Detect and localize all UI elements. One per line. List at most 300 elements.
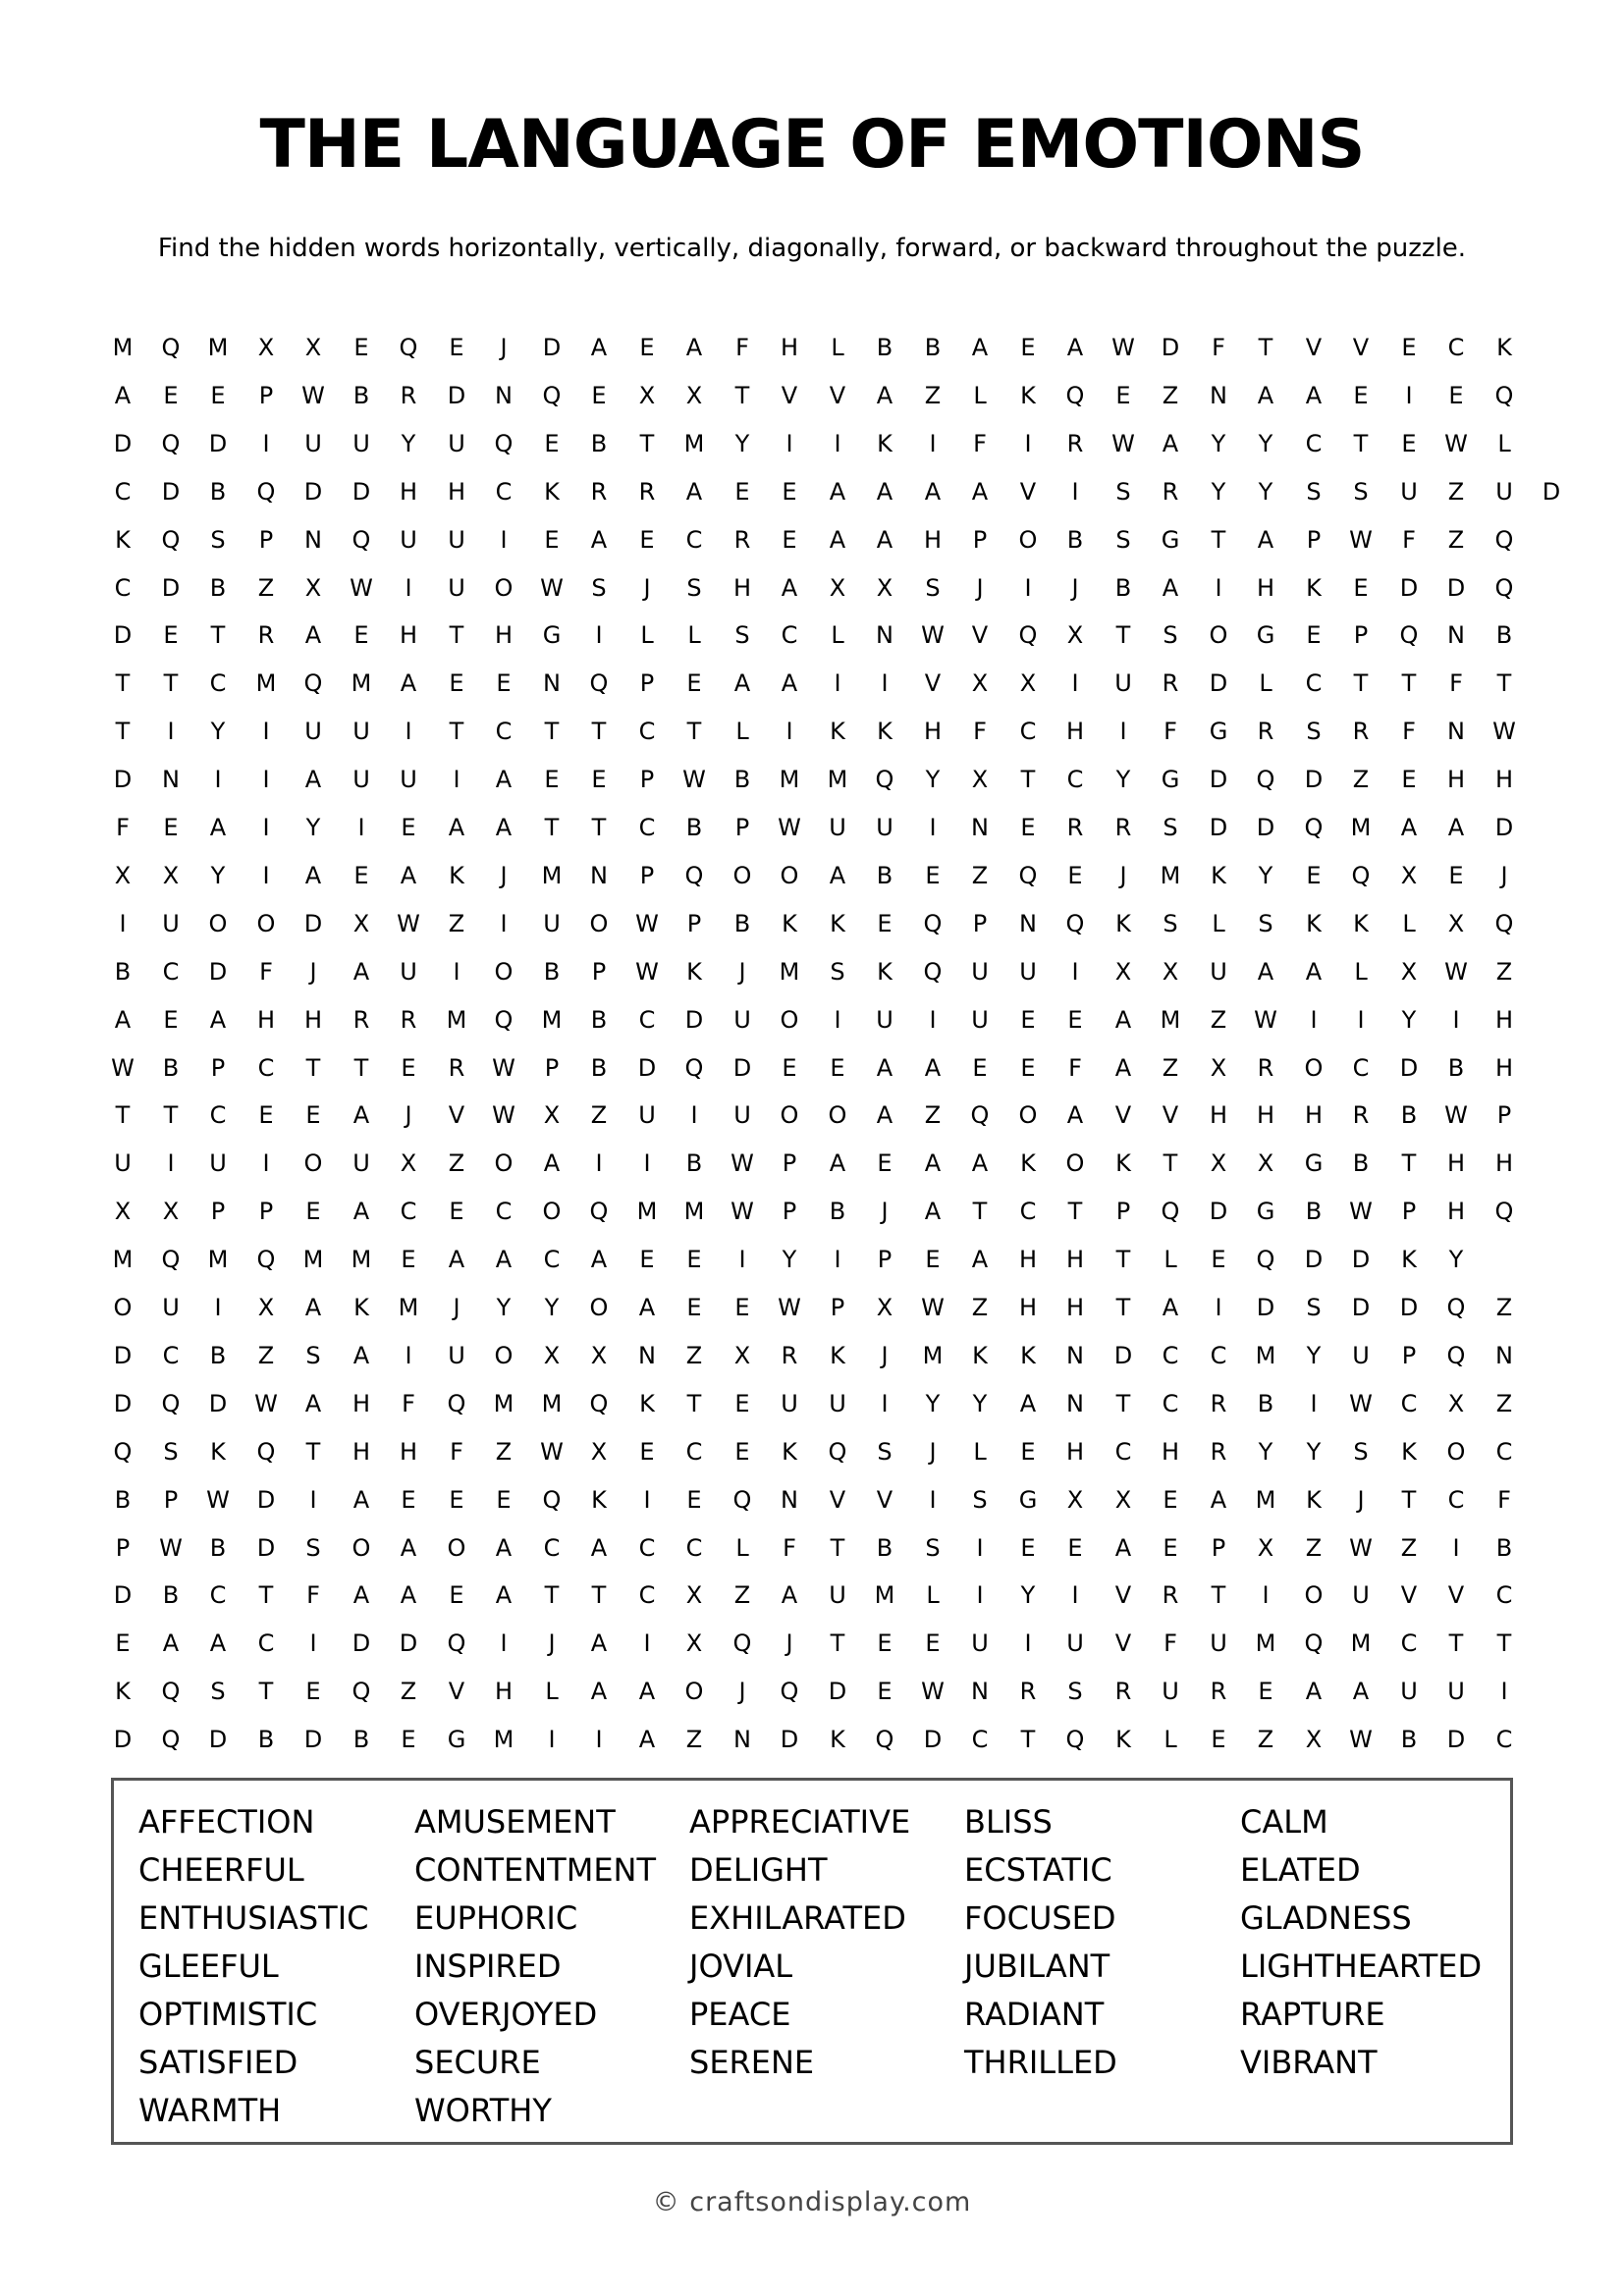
- grid-letter[interactable]: S: [591, 574, 607, 602]
- grid-letter[interactable]: H: [1256, 1101, 1275, 1129]
- grid-letter[interactable]: I: [262, 1149, 270, 1177]
- grid-letter[interactable]: D: [1542, 478, 1561, 506]
- grid-letter[interactable]: Y: [1306, 1438, 1322, 1466]
- grid-letter[interactable]: W: [731, 1149, 754, 1177]
- grid-letter[interactable]: A: [924, 1198, 942, 1225]
- grid-letter[interactable]: I: [309, 1486, 317, 1514]
- grid-letter[interactable]: P: [1401, 1342, 1417, 1369]
- grid-letter[interactable]: I: [929, 430, 937, 457]
- grid-letter[interactable]: E: [734, 478, 750, 506]
- grid-letter[interactable]: K: [877, 430, 893, 457]
- grid-letter[interactable]: W: [921, 1678, 945, 1705]
- grid-letter[interactable]: D: [208, 430, 228, 457]
- grid-letter[interactable]: L: [640, 621, 654, 649]
- grid-letter[interactable]: B: [209, 574, 227, 602]
- grid-letter[interactable]: U: [1162, 1678, 1179, 1705]
- grid-letter[interactable]: O: [828, 1101, 847, 1129]
- grid-letter[interactable]: S: [830, 958, 845, 986]
- grid-letter[interactable]: F: [402, 1390, 415, 1417]
- grid-letter[interactable]: O: [1018, 1101, 1038, 1129]
- grid-letter[interactable]: A: [495, 814, 513, 841]
- grid-letter[interactable]: Q: [303, 669, 323, 697]
- grid-letter[interactable]: D: [1161, 334, 1180, 361]
- grid-letter[interactable]: Q: [352, 526, 371, 554]
- grid-letter[interactable]: T: [1115, 1246, 1131, 1273]
- grid-letter[interactable]: T: [734, 382, 750, 409]
- grid-letter[interactable]: U: [352, 1149, 370, 1177]
- grid-letter[interactable]: E: [449, 1581, 464, 1609]
- grid-letter[interactable]: A: [685, 478, 703, 506]
- grid-letter[interactable]: P: [1401, 1198, 1417, 1225]
- grid-letter[interactable]: C: [1400, 1390, 1418, 1417]
- grid-letter[interactable]: Z: [590, 1101, 608, 1129]
- grid-letter[interactable]: D: [161, 478, 181, 506]
- grid-letter[interactable]: E: [115, 1629, 131, 1657]
- grid-letter[interactable]: B: [352, 382, 370, 409]
- grid-letter[interactable]: B: [209, 1534, 227, 1562]
- grid-letter[interactable]: E: [1067, 1006, 1083, 1034]
- grid-letter[interactable]: Q: [161, 1726, 181, 1753]
- grid-letter[interactable]: Q: [875, 766, 894, 793]
- grid-letter[interactable]: E: [401, 1726, 416, 1753]
- grid-letter[interactable]: G: [1256, 1198, 1275, 1225]
- grid-letter[interactable]: A: [590, 526, 608, 554]
- grid-letter[interactable]: X: [829, 574, 846, 602]
- grid-letter[interactable]: U: [448, 1342, 465, 1369]
- grid-letter[interactable]: T: [1353, 430, 1369, 457]
- grid-letter[interactable]: D: [399, 1629, 418, 1657]
- grid-letter[interactable]: Q: [542, 382, 562, 409]
- grid-letter[interactable]: H: [1018, 1294, 1038, 1321]
- grid-letter[interactable]: Y: [1115, 766, 1131, 793]
- grid-letter[interactable]: O: [542, 1198, 562, 1225]
- grid-letter[interactable]: K: [210, 1438, 226, 1466]
- grid-letter[interactable]: S: [1258, 910, 1273, 937]
- grid-letter[interactable]: K: [1306, 1486, 1322, 1514]
- grid-letter[interactable]: Q: [1304, 814, 1324, 841]
- grid-letter[interactable]: C: [1162, 1342, 1179, 1369]
- grid-letter[interactable]: R: [733, 526, 751, 554]
- grid-letter[interactable]: K: [1306, 574, 1322, 602]
- grid-letter[interactable]: K: [1115, 1726, 1131, 1753]
- grid-letter[interactable]: X: [1447, 910, 1465, 937]
- grid-letter[interactable]: C: [1305, 430, 1323, 457]
- grid-letter[interactable]: X: [162, 1198, 180, 1225]
- grid-letter[interactable]: R: [1162, 669, 1179, 697]
- grid-letter[interactable]: H: [1065, 1438, 1085, 1466]
- grid-letter[interactable]: H: [780, 334, 799, 361]
- grid-letter[interactable]: O: [1209, 621, 1228, 649]
- grid-letter[interactable]: N: [1495, 1342, 1513, 1369]
- grid-letter[interactable]: C: [1210, 1342, 1227, 1369]
- grid-letter[interactable]: Q: [494, 1006, 514, 1034]
- grid-letter[interactable]: N: [304, 526, 322, 554]
- grid-letter[interactable]: H: [1494, 1149, 1514, 1177]
- grid-letter[interactable]: L: [1354, 958, 1368, 986]
- grid-letter[interactable]: V: [1114, 1629, 1132, 1657]
- grid-letter[interactable]: K: [544, 478, 560, 506]
- grid-letter[interactable]: B: [876, 334, 893, 361]
- grid-letter[interactable]: X: [1114, 1486, 1132, 1514]
- grid-letter[interactable]: I: [834, 1246, 841, 1273]
- grid-letter[interactable]: M: [779, 766, 800, 793]
- grid-letter[interactable]: A: [971, 478, 989, 506]
- grid-letter[interactable]: U: [1352, 1342, 1370, 1369]
- grid-letter[interactable]: H: [1446, 1149, 1466, 1177]
- grid-letter[interactable]: M: [112, 1246, 134, 1273]
- grid-letter[interactable]: A: [1162, 574, 1179, 602]
- grid-letter[interactable]: F: [306, 1581, 320, 1609]
- grid-letter[interactable]: E: [1163, 1486, 1178, 1514]
- grid-letter[interactable]: C: [1066, 766, 1084, 793]
- grid-letter[interactable]: X: [685, 382, 703, 409]
- grid-letter[interactable]: M: [493, 1726, 514, 1753]
- grid-letter[interactable]: E: [449, 1486, 464, 1514]
- grid-letter[interactable]: A: [304, 1294, 322, 1321]
- grid-letter[interactable]: W: [397, 910, 420, 937]
- grid-letter[interactable]: T: [639, 430, 655, 457]
- grid-letter[interactable]: X: [971, 766, 989, 793]
- grid-letter[interactable]: Z: [924, 1101, 942, 1129]
- grid-letter[interactable]: V: [1400, 1581, 1418, 1609]
- grid-letter[interactable]: K: [1115, 910, 1131, 937]
- grid-letter[interactable]: T: [1163, 1149, 1178, 1177]
- grid-letter[interactable]: C: [638, 814, 656, 841]
- grid-letter[interactable]: X: [114, 1198, 132, 1225]
- grid-letter[interactable]: I: [548, 1726, 556, 1753]
- grid-letter[interactable]: T: [258, 1678, 274, 1705]
- grid-letter[interactable]: Y: [925, 1390, 941, 1417]
- grid-letter[interactable]: P: [686, 910, 702, 937]
- grid-letter[interactable]: P: [115, 1534, 131, 1562]
- grid-letter[interactable]: X: [1066, 621, 1084, 649]
- grid-letter[interactable]: R: [1162, 1581, 1179, 1609]
- grid-letter[interactable]: X: [971, 669, 989, 697]
- grid-letter[interactable]: D: [780, 1726, 799, 1753]
- grid-letter[interactable]: U: [400, 958, 417, 986]
- grid-letter[interactable]: Y: [1211, 478, 1226, 506]
- grid-letter[interactable]: C: [495, 478, 513, 506]
- grid-letter[interactable]: S: [925, 1534, 941, 1562]
- grid-letter[interactable]: I: [881, 669, 889, 697]
- grid-letter[interactable]: Q: [589, 1198, 609, 1225]
- grid-letter[interactable]: M: [351, 1246, 372, 1273]
- grid-letter[interactable]: A: [352, 1198, 370, 1225]
- grid-letter[interactable]: A: [400, 669, 417, 697]
- grid-letter[interactable]: L: [1164, 1726, 1177, 1753]
- grid-letter[interactable]: P: [258, 1198, 274, 1225]
- grid-letter[interactable]: W: [731, 1198, 754, 1225]
- grid-letter[interactable]: I: [262, 718, 270, 745]
- grid-letter[interactable]: Q: [1065, 910, 1085, 937]
- grid-letter[interactable]: E: [686, 1246, 702, 1273]
- grid-letter[interactable]: E: [1020, 334, 1036, 361]
- grid-letter[interactable]: E: [925, 1246, 941, 1273]
- grid-letter[interactable]: Z: [685, 1726, 703, 1753]
- grid-letter[interactable]: Q: [1494, 526, 1514, 554]
- grid-letter[interactable]: F: [1402, 526, 1416, 554]
- grid-letter[interactable]: L: [1212, 910, 1225, 937]
- grid-letter[interactable]: C: [1495, 1581, 1513, 1609]
- grid-letter[interactable]: U: [971, 1006, 989, 1034]
- grid-letter[interactable]: L: [687, 621, 701, 649]
- grid-letter[interactable]: T: [353, 1054, 369, 1082]
- grid-letter[interactable]: X: [685, 1629, 703, 1657]
- grid-letter[interactable]: K: [782, 1438, 797, 1466]
- grid-letter[interactable]: E: [353, 621, 369, 649]
- grid-letter[interactable]: T: [1115, 1390, 1131, 1417]
- grid-letter[interactable]: L: [1497, 430, 1511, 457]
- grid-letter[interactable]: E: [449, 1198, 464, 1225]
- grid-letter[interactable]: D: [447, 382, 466, 409]
- grid-letter[interactable]: V: [1352, 334, 1370, 361]
- grid-letter[interactable]: W: [1349, 1534, 1373, 1562]
- grid-letter[interactable]: R: [1114, 814, 1132, 841]
- grid-letter[interactable]: Z: [495, 1438, 513, 1466]
- grid-letter[interactable]: A: [162, 1629, 180, 1657]
- grid-letter[interactable]: B: [1352, 1149, 1370, 1177]
- grid-letter[interactable]: Q: [1399, 621, 1419, 649]
- grid-letter[interactable]: X: [685, 1581, 703, 1609]
- grid-letter[interactable]: T: [544, 814, 560, 841]
- grid-letter[interactable]: E: [686, 1486, 702, 1514]
- grid-letter[interactable]: M: [1255, 1342, 1276, 1369]
- grid-letter[interactable]: U: [638, 1101, 656, 1129]
- grid-letter[interactable]: O: [494, 958, 514, 986]
- grid-letter[interactable]: A: [304, 862, 322, 889]
- grid-letter[interactable]: C: [1019, 718, 1037, 745]
- grid-letter[interactable]: A: [924, 478, 942, 506]
- grid-letter[interactable]: N: [1210, 382, 1227, 409]
- grid-letter[interactable]: R: [257, 621, 275, 649]
- grid-letter[interactable]: A: [209, 814, 227, 841]
- grid-letter[interactable]: I: [1024, 574, 1032, 602]
- grid-letter[interactable]: Q: [1018, 862, 1038, 889]
- grid-letter[interactable]: M: [207, 1246, 229, 1273]
- grid-letter[interactable]: P: [639, 766, 655, 793]
- grid-letter[interactable]: W: [1349, 1198, 1373, 1225]
- grid-letter[interactable]: C: [1447, 334, 1465, 361]
- grid-letter[interactable]: I: [1119, 718, 1127, 745]
- grid-letter[interactable]: C: [495, 718, 513, 745]
- grid-letter[interactable]: F: [973, 718, 987, 745]
- grid-letter[interactable]: G: [542, 621, 562, 649]
- grid-letter[interactable]: U: [971, 1629, 989, 1657]
- grid-letter[interactable]: D: [161, 574, 181, 602]
- grid-letter[interactable]: H: [399, 1438, 418, 1466]
- grid-letter[interactable]: C: [638, 1581, 656, 1609]
- grid-letter[interactable]: A: [781, 669, 798, 697]
- grid-letter[interactable]: B: [876, 1534, 893, 1562]
- grid-letter[interactable]: C: [209, 1581, 227, 1609]
- grid-letter[interactable]: K: [877, 718, 893, 745]
- grid-letter[interactable]: Q: [1446, 1294, 1466, 1321]
- grid-letter[interactable]: E: [401, 1054, 416, 1082]
- grid-letter[interactable]: Q: [970, 1101, 990, 1129]
- grid-letter[interactable]: N: [1019, 910, 1037, 937]
- grid-letter[interactable]: E: [1163, 1534, 1178, 1562]
- grid-letter[interactable]: O: [589, 910, 609, 937]
- grid-letter[interactable]: F: [1402, 718, 1416, 745]
- grid-letter[interactable]: S: [1306, 1294, 1322, 1321]
- grid-letter[interactable]: Q: [161, 1678, 181, 1705]
- grid-letter[interactable]: B: [685, 1149, 703, 1177]
- grid-letter[interactable]: T: [544, 1581, 560, 1609]
- grid-letter[interactable]: Q: [1494, 574, 1514, 602]
- grid-letter[interactable]: P: [639, 862, 655, 889]
- grid-letter[interactable]: Q: [1065, 1726, 1085, 1753]
- grid-letter[interactable]: B: [162, 1054, 180, 1082]
- grid-letter[interactable]: X: [1305, 1726, 1323, 1753]
- grid-letter[interactable]: I: [643, 1149, 651, 1177]
- grid-letter[interactable]: A: [1305, 382, 1323, 409]
- grid-letter[interactable]: T: [1211, 1581, 1226, 1609]
- grid-letter[interactable]: T: [1353, 669, 1369, 697]
- grid-letter[interactable]: T: [449, 718, 464, 745]
- grid-letter[interactable]: X: [257, 334, 275, 361]
- grid-letter[interactable]: I: [690, 1101, 698, 1129]
- grid-letter[interactable]: A: [590, 1534, 608, 1562]
- grid-letter[interactable]: E: [639, 1438, 655, 1466]
- grid-letter[interactable]: U: [733, 1006, 751, 1034]
- grid-letter[interactable]: D: [113, 1726, 133, 1753]
- grid-letter[interactable]: D: [637, 1054, 657, 1082]
- grid-letter[interactable]: T: [163, 669, 179, 697]
- grid-letter[interactable]: J: [548, 1629, 556, 1657]
- grid-letter[interactable]: O: [1018, 526, 1038, 554]
- grid-letter[interactable]: O: [780, 862, 799, 889]
- grid-letter[interactable]: B: [1257, 1390, 1274, 1417]
- grid-letter[interactable]: E: [1401, 334, 1417, 361]
- grid-letter[interactable]: C: [162, 958, 180, 986]
- grid-letter[interactable]: A: [352, 1342, 370, 1369]
- grid-letter[interactable]: Q: [1351, 862, 1371, 889]
- grid-letter[interactable]: C: [543, 1246, 561, 1273]
- grid-letter[interactable]: N: [971, 1678, 989, 1705]
- grid-letter[interactable]: K: [1020, 1149, 1036, 1177]
- grid-letter[interactable]: U: [781, 1390, 798, 1417]
- grid-letter[interactable]: B: [209, 478, 227, 506]
- grid-letter[interactable]: F: [1164, 718, 1177, 745]
- grid-letter[interactable]: Q: [589, 1390, 609, 1417]
- grid-letter[interactable]: C: [495, 1198, 513, 1225]
- grid-letter[interactable]: Y: [972, 1390, 988, 1417]
- grid-letter[interactable]: Q: [684, 1054, 704, 1082]
- grid-letter[interactable]: A: [590, 334, 608, 361]
- grid-letter[interactable]: U: [304, 430, 322, 457]
- grid-letter[interactable]: K: [591, 1486, 607, 1514]
- grid-letter[interactable]: T: [1448, 1629, 1464, 1657]
- grid-letter[interactable]: A: [971, 1149, 989, 1177]
- grid-letter[interactable]: H: [352, 1390, 371, 1417]
- grid-letter[interactable]: X: [876, 574, 893, 602]
- grid-letter[interactable]: E: [972, 1054, 988, 1082]
- grid-letter[interactable]: C: [257, 1054, 275, 1082]
- grid-letter[interactable]: D: [113, 1390, 133, 1417]
- grid-letter[interactable]: D: [1209, 669, 1228, 697]
- grid-letter[interactable]: V: [829, 1486, 846, 1514]
- grid-letter[interactable]: P: [544, 1054, 560, 1082]
- grid-letter[interactable]: P: [1496, 1101, 1512, 1129]
- grid-letter[interactable]: N: [1066, 1390, 1084, 1417]
- grid-letter[interactable]: L: [831, 621, 844, 649]
- grid-letter[interactable]: K: [449, 862, 464, 889]
- grid-letter[interactable]: T: [1115, 1294, 1131, 1321]
- grid-letter[interactable]: U: [400, 526, 417, 554]
- grid-letter[interactable]: E: [496, 1486, 512, 1514]
- grid-letter[interactable]: M: [683, 1198, 705, 1225]
- grid-letter[interactable]: H: [399, 478, 418, 506]
- grid-letter[interactable]: T: [1401, 1486, 1417, 1514]
- grid-letter[interactable]: M: [1255, 1629, 1276, 1657]
- grid-letter[interactable]: Q: [923, 958, 943, 986]
- grid-letter[interactable]: I: [595, 1149, 603, 1177]
- grid-letter[interactable]: D: [1399, 1294, 1419, 1321]
- grid-letter[interactable]: G: [1161, 766, 1180, 793]
- letter-grid[interactable]: [111, 324, 1561, 1753]
- grid-letter[interactable]: I: [976, 1534, 984, 1562]
- grid-letter[interactable]: V: [1019, 478, 1037, 506]
- grid-letter[interactable]: U: [876, 814, 893, 841]
- grid-letter[interactable]: C: [685, 1438, 703, 1466]
- grid-letter[interactable]: L: [545, 1678, 559, 1705]
- grid-letter[interactable]: K: [353, 1294, 369, 1321]
- grid-letter[interactable]: U: [162, 910, 180, 937]
- grid-letter[interactable]: A: [1447, 814, 1465, 841]
- grid-letter[interactable]: A: [304, 1390, 322, 1417]
- grid-letter[interactable]: N: [781, 1486, 798, 1514]
- grid-letter[interactable]: M: [541, 1006, 563, 1034]
- grid-letter[interactable]: P: [972, 910, 988, 937]
- grid-letter[interactable]: U: [1352, 1581, 1370, 1609]
- grid-letter[interactable]: A: [876, 526, 893, 554]
- grid-letter[interactable]: E: [925, 1629, 941, 1657]
- grid-letter[interactable]: Z: [1162, 382, 1179, 409]
- grid-letter[interactable]: G: [1161, 526, 1180, 554]
- grid-letter[interactable]: A: [1210, 1486, 1227, 1514]
- grid-letter[interactable]: Z: [1495, 1294, 1513, 1321]
- grid-letter[interactable]: S: [734, 621, 750, 649]
- grid-letter[interactable]: N: [971, 814, 989, 841]
- grid-letter[interactable]: I: [595, 1726, 603, 1753]
- grid-letter[interactable]: D: [542, 334, 562, 361]
- grid-letter[interactable]: D: [113, 621, 133, 649]
- grid-letter[interactable]: P: [163, 1486, 179, 1514]
- grid-letter[interactable]: R: [781, 1342, 798, 1369]
- grid-letter[interactable]: I: [595, 621, 603, 649]
- grid-letter[interactable]: I: [1310, 1390, 1318, 1417]
- grid-letter[interactable]: I: [405, 1342, 412, 1369]
- grid-letter[interactable]: E: [544, 526, 560, 554]
- grid-letter[interactable]: C: [685, 1534, 703, 1562]
- grid-letter[interactable]: C: [638, 1534, 656, 1562]
- grid-letter[interactable]: V: [1305, 334, 1323, 361]
- grid-letter[interactable]: E: [686, 669, 702, 697]
- grid-letter[interactable]: E: [686, 1294, 702, 1321]
- grid-letter[interactable]: Q: [542, 1486, 562, 1514]
- grid-letter[interactable]: T: [830, 1534, 845, 1562]
- grid-letter[interactable]: A: [876, 1054, 893, 1082]
- grid-letter[interactable]: J: [881, 1342, 889, 1369]
- grid-letter[interactable]: Q: [161, 430, 181, 457]
- grid-letter[interactable]: N: [876, 621, 893, 649]
- grid-letter[interactable]: D: [1256, 814, 1275, 841]
- grid-letter[interactable]: E: [1020, 1006, 1036, 1034]
- grid-letter[interactable]: D: [208, 958, 228, 986]
- grid-letter[interactable]: F: [735, 334, 749, 361]
- grid-letter[interactable]: H: [1018, 1246, 1038, 1273]
- grid-letter[interactable]: E: [639, 1246, 655, 1273]
